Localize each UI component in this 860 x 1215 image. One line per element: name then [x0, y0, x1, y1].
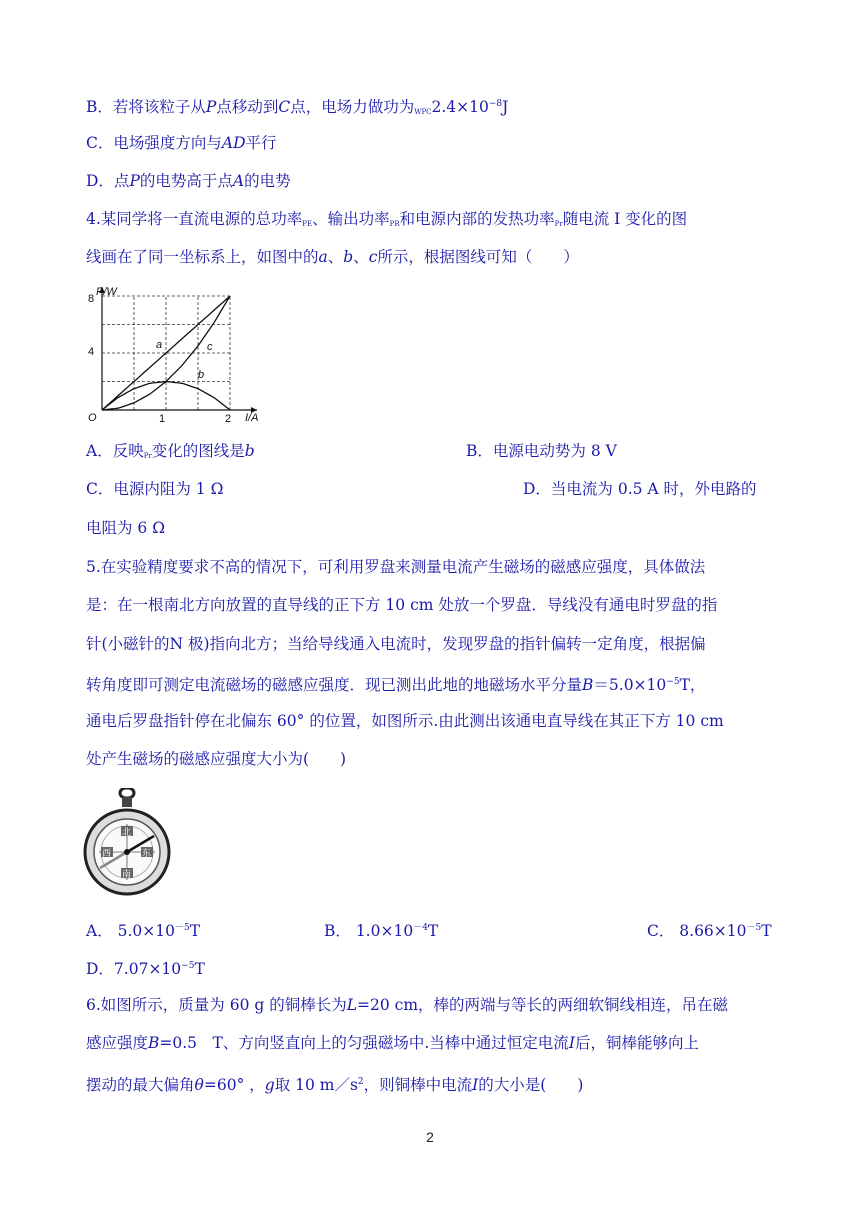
q3-option-d: D．点P的电势高于点A的电势 — [86, 172, 291, 190]
y-tick-label: 4 — [88, 346, 95, 358]
compass-stem — [122, 797, 132, 807]
curve-label-b: b — [198, 369, 205, 381]
q4-option-a: A．反映$_{Pr}$变化的图线是b — [86, 442, 255, 460]
compass-east: 东 — [142, 848, 152, 858]
q5-stem-line1: 5.在实验精度要求不高的情况下，可利用罗盘来测量电流产生磁场的磁感应强度，具体做法 — [86, 558, 706, 576]
q5-stem-line6: 处产生磁场的磁感应强度大小为( ) — [86, 750, 347, 768]
series-line-b — [102, 382, 230, 411]
q4-stem-line2: 线画在了同一坐标系上，如图中的a、b、c所示，根据图线可知（ ） — [86, 248, 579, 266]
x-axis-label: I/A — [245, 412, 259, 424]
q4-power-chart — [82, 284, 282, 430]
compass-ring-top — [120, 788, 134, 798]
q5-option-c: C． $8.66\times 10^{-5}T$ — [647, 922, 772, 940]
compass-west: 西 — [102, 848, 112, 858]
q4-option-d: D．当电流为 0.5 A 时，外电路的 — [523, 480, 757, 498]
curve-label-c: c — [207, 341, 213, 353]
chart-axes — [99, 287, 257, 413]
compass-pivot — [124, 849, 130, 855]
page-number: 2 — [426, 1129, 434, 1145]
origin-label: O — [88, 412, 97, 424]
q4-option-b: B．电源电动势为 8 V — [466, 442, 617, 460]
compass-north: 北 — [122, 827, 132, 837]
x-tick-label: 1 — [159, 413, 166, 425]
y-tick-label: 8 — [88, 293, 95, 305]
q6-stem-line1: 6.如图所示，质量为 60 g 的铜棒长为L=20 cm，棒的两端与等长的两细软铜线相连，吊在磁 — [86, 996, 729, 1014]
q5-stem-line5: 通电后罗盘指针停在北偏东 60° 的位置，如图所示.由此测出该通电直导线在其正下方 10 cm — [86, 712, 724, 730]
q5-stem-line3: 针(小磁针的N 极)指向北方；当给导线通入电流时，发现罗盘的指针偏转一定角度，根据偏 — [86, 635, 706, 653]
curve-label-a: a — [156, 339, 163, 351]
q3-option-b: B．若将该粒子从P点移动到C点，电场力做功为$_{WPC}2.4\times 10^{-8}J$ — [86, 98, 509, 116]
q5-option-a: A． $5.0\times 10^{-5}T$ — [86, 922, 201, 940]
q5-stem-line4: 转角度即可测定电流磁场的磁感应强度．现已测出此地的地磁场水平分量$B=5.0\times 10^{-5}T$， — [86, 676, 706, 694]
q6-stem-line3: 摆动的最大偏角θ=60° ，g取 10 $m/s^2$，则铜棒中电流I的大小是( ) — [86, 1076, 584, 1094]
compass-south: 南 — [122, 869, 132, 879]
x-tick-label: 2 — [225, 413, 232, 425]
q4-stem-line1: 4.某同学将一直流电源的总功率$_{PE}$、输出功率$_{PR}$和电源内部的发热功率$_{Pr}$随电流 I 变化的图 — [86, 210, 688, 228]
q5-option-d: D．$7.07\times 10^{-5}T$ — [86, 960, 205, 978]
q3-option-c: C．电场强度方向与AD平行 — [86, 134, 277, 152]
q6-stem-line2: 感应强度B=0.5 T、方向竖直向上的匀强磁场中.当棒中通过恒定电流I后，铜棒能够向上 — [86, 1034, 699, 1052]
y-axis-label: P/W — [96, 286, 117, 298]
q5-stem-line2: 是：在一根南北方向放置的直导线的正下方 10 cm 处放一个罗盘．导线没有通电时罗盘的指 — [86, 596, 718, 614]
q5-option-b: B． $1.0\times 10^{-4}T$ — [324, 922, 439, 940]
q4-option-c: C．电源内阻为 1 Ω — [86, 480, 224, 498]
q4-option-d-cont: 电阻为 6 Ω — [86, 519, 166, 537]
compass-figure — [82, 788, 172, 900]
